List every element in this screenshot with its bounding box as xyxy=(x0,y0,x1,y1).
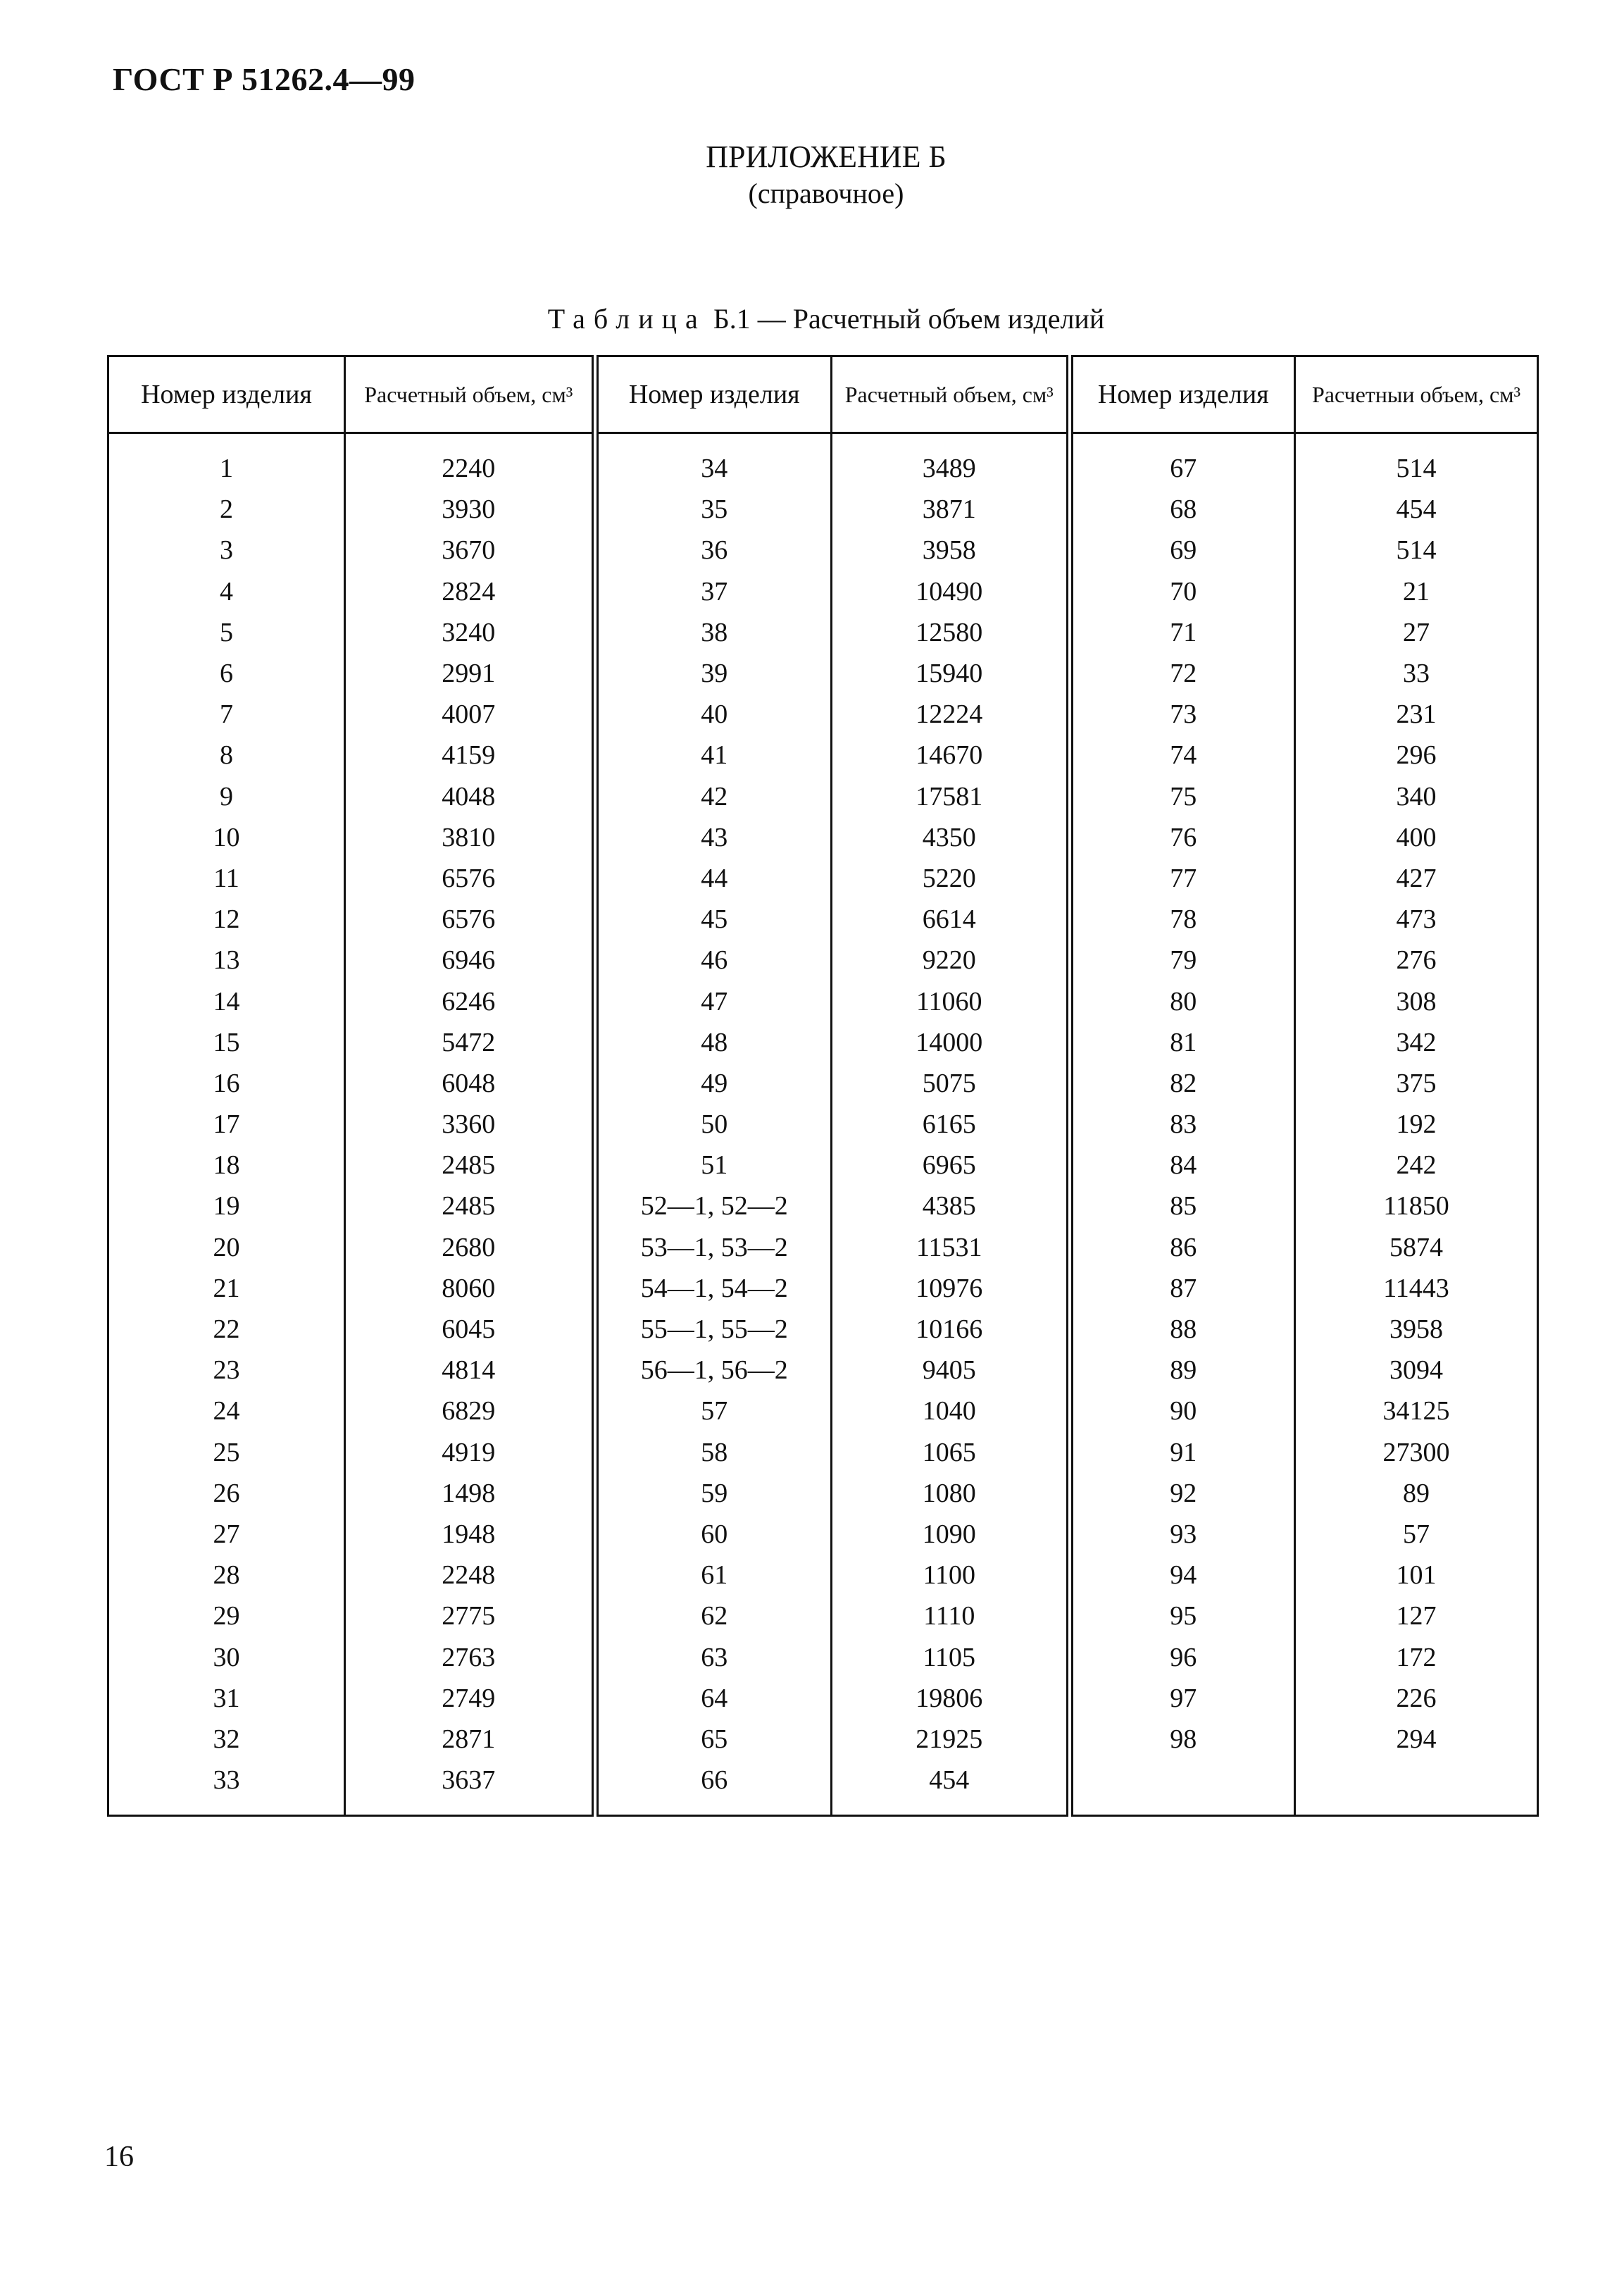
cell-item-number-3: 75 xyxy=(1070,776,1295,817)
table-caption xyxy=(0,301,1624,337)
cell-item-number-3: 93 xyxy=(1070,1514,1295,1555)
cell-volume-3: 3958 xyxy=(1389,1314,1443,1345)
cell-volume-2: 1065 xyxy=(832,1432,1070,1473)
cell-volume-3: 11443 xyxy=(1383,1273,1449,1303)
cell-volume-3: 294 xyxy=(1396,1724,1437,1754)
cell-volume-2: 3958 xyxy=(832,530,1070,571)
cell-volume-1: 2680 xyxy=(345,1227,595,1268)
cell-volume-3: 400 xyxy=(1396,822,1437,852)
header-volume-2: Расчетный объем, см³ xyxy=(832,356,1070,433)
cell-volume-3: 375 xyxy=(1396,1068,1437,1098)
header-item-number-3: Номер изделия xyxy=(1070,356,1295,433)
cell-item-number-1: 9 xyxy=(108,776,345,817)
table-row xyxy=(108,940,1538,981)
cell-item-number-2: 52—1, 52—2 xyxy=(595,1186,832,1226)
header-volume-1: Расчетный объем, см³ xyxy=(345,356,595,433)
appendix-subtitle: (справочное) xyxy=(748,178,904,209)
cell-item-number-2: 44 xyxy=(595,858,832,899)
table-row xyxy=(108,1104,1538,1145)
table-row xyxy=(108,1268,1538,1309)
cell-volume-2: 12580 xyxy=(832,612,1070,653)
cell-item-number-2: 45 xyxy=(595,899,832,940)
cell-item-number-3: 72 xyxy=(1070,653,1295,694)
cell-item-number-3: 89 xyxy=(1070,1350,1295,1391)
cell-item-number-3: 67 xyxy=(1070,433,1295,490)
cell-item-number-3: 77 xyxy=(1070,858,1295,899)
cell-volume-3: 34125 xyxy=(1382,1396,1450,1426)
cell-item-number-2: 41 xyxy=(595,735,832,776)
cell-volume-2: 1105 xyxy=(832,1636,1070,1677)
cell-item-number-1: 26 xyxy=(108,1473,345,1514)
cell-volume-2: 10976 xyxy=(832,1268,1070,1309)
cell-item-number-2: 47 xyxy=(595,981,832,1021)
cell-volume-3: 101 xyxy=(1396,1560,1437,1591)
cell-volume-3: 342 xyxy=(1396,1027,1437,1057)
cell-volume-3: 33 xyxy=(1403,659,1430,689)
cell-volume-2: 6614 xyxy=(832,899,1070,940)
cell-item-number-2: 42 xyxy=(595,776,832,817)
cell-volume-1: 8060 xyxy=(345,1268,595,1309)
table-row xyxy=(108,694,1538,735)
cell-volume-3: 3094 xyxy=(1389,1355,1443,1386)
cell-item-number-2: 50 xyxy=(595,1104,832,1145)
cell-item-number-1: 8 xyxy=(108,735,345,776)
cell-volume-2: 9220 xyxy=(832,940,1070,981)
cell-volume-3: 276 xyxy=(1396,945,1437,976)
table-row xyxy=(108,1145,1538,1186)
table-row xyxy=(108,433,1538,490)
cell-volume-1: 3670 xyxy=(345,530,595,571)
cell-volume-2: 10490 xyxy=(832,571,1070,612)
cell-item-number-3: 73 xyxy=(1070,694,1295,735)
cell-item-number-1: 24 xyxy=(108,1391,345,1431)
cell-volume-2: 1100 xyxy=(832,1555,1070,1596)
cell-volume-1: 3240 xyxy=(345,612,595,653)
cell-volume-3: 27 xyxy=(1403,617,1430,647)
table-row xyxy=(108,571,1538,612)
appendix-heading xyxy=(0,138,1624,211)
cell-volume-2: 5075 xyxy=(832,1063,1070,1104)
cell-volume-1: 4814 xyxy=(345,1350,595,1391)
cell-volume-3: 172 xyxy=(1396,1642,1437,1672)
cell-item-number-1: 5 xyxy=(108,612,345,653)
cell-item-number-3: 69 xyxy=(1070,530,1295,571)
cell-volume-3: 514 xyxy=(1396,454,1437,484)
table-row xyxy=(108,1186,1538,1226)
cell-volume-1: 2824 xyxy=(345,571,595,612)
cell-volume-2: 6965 xyxy=(832,1145,1070,1186)
cell-item-number-2: 36 xyxy=(595,530,832,571)
cell-item-number-2: 53—1, 53—2 xyxy=(595,1227,832,1268)
cell-item-number-1: 25 xyxy=(108,1432,345,1473)
cell-volume-3: 231 xyxy=(1396,699,1437,730)
cell-volume-2: 5220 xyxy=(832,858,1070,899)
cell-item-number-1: 13 xyxy=(108,940,345,981)
cell-volume-1: 6946 xyxy=(345,940,595,981)
table-row xyxy=(108,1391,1538,1431)
cell-volume-1: 2248 xyxy=(345,1555,595,1596)
cell-volume-3: 340 xyxy=(1396,781,1437,811)
cell-item-number-1: 22 xyxy=(108,1309,345,1350)
cell-volume-1: 2991 xyxy=(345,653,595,694)
table-caption-label: Таблица xyxy=(547,303,706,335)
cell-item-number-2: 57 xyxy=(595,1391,832,1431)
cell-item-number-1: 27 xyxy=(108,1514,345,1555)
cell-volume-1: 5472 xyxy=(345,1022,595,1063)
cell-volume-1: 6045 xyxy=(345,1309,595,1350)
cell-item-number-3: 70 xyxy=(1070,571,1295,612)
cell-item-number-1: 31 xyxy=(108,1678,345,1719)
cell-item-number-2: 63 xyxy=(595,1636,832,1677)
cell-item-number-3: 82 xyxy=(1070,1063,1295,1104)
cell-item-number-2: 55—1, 55—2 xyxy=(595,1309,832,1350)
cell-item-number-3: 92 xyxy=(1070,1473,1295,1514)
cell-item-number-2: 61 xyxy=(595,1555,832,1596)
cell-item-number-2: 34 xyxy=(595,433,832,490)
cell-item-number-3 xyxy=(1070,1760,1295,1816)
cell-item-number-3: 98 xyxy=(1070,1719,1295,1760)
table-row xyxy=(108,653,1538,694)
table-caption-text: Б.1 — Расчетный объем изделий xyxy=(713,303,1105,335)
document-code: ГОСТ Р 51262.4—99 xyxy=(113,61,416,97)
table-row xyxy=(108,612,1538,653)
cell-item-number-3: 78 xyxy=(1070,899,1295,940)
cell-item-number-3: 86 xyxy=(1070,1227,1295,1268)
cell-item-number-2: 39 xyxy=(595,653,832,694)
cell-volume-1: 1948 xyxy=(345,1514,595,1555)
cell-volume-2: 454 xyxy=(832,1760,1070,1816)
cell-volume-1: 3930 xyxy=(345,489,595,530)
table-row xyxy=(108,530,1538,571)
cell-volume-2: 4385 xyxy=(832,1186,1070,1226)
cell-item-number-3: 80 xyxy=(1070,981,1295,1021)
cell-volume-1: 2763 xyxy=(345,1636,595,1677)
cell-volume-3: 454 xyxy=(1396,495,1437,525)
cell-volume-2: 11060 xyxy=(832,981,1070,1021)
cell-item-number-2: 58 xyxy=(595,1432,832,1473)
cell-volume-1: 6576 xyxy=(345,858,595,899)
cell-volume-3: 308 xyxy=(1396,986,1437,1016)
cell-item-number-1: 20 xyxy=(108,1227,345,1268)
cell-volume-3: 427 xyxy=(1396,863,1437,893)
cell-item-number-1: 4 xyxy=(108,571,345,612)
cell-volume-1: 2749 xyxy=(345,1678,595,1719)
cell-item-number-1: 15 xyxy=(108,1022,345,1063)
cell-volume-1: 2775 xyxy=(345,1596,595,1636)
table-row xyxy=(108,1719,1538,1760)
cell-volume-2: 6165 xyxy=(832,1104,1070,1145)
cell-volume-2: 3489 xyxy=(832,433,1070,490)
cell-volume-1: 4007 xyxy=(345,694,595,735)
cell-volume-1: 3360 xyxy=(345,1104,595,1145)
table-row xyxy=(108,858,1538,899)
table-row xyxy=(108,1432,1538,1473)
cell-volume-2: 15940 xyxy=(832,653,1070,694)
table-row xyxy=(108,735,1538,776)
cell-volume-3: 57 xyxy=(1403,1519,1430,1549)
cell-volume-3: 27300 xyxy=(1382,1437,1450,1467)
cell-item-number-1: 14 xyxy=(108,981,345,1021)
cell-volume-2: 14000 xyxy=(832,1022,1070,1063)
cell-volume-2: 4350 xyxy=(832,817,1070,858)
cell-volume-2: 19806 xyxy=(832,1678,1070,1719)
cell-item-number-2: 56—1, 56—2 xyxy=(595,1350,832,1391)
table-row xyxy=(108,1063,1538,1104)
cell-volume-1: 4159 xyxy=(345,735,595,776)
cell-volume-3 xyxy=(1295,1760,1538,1816)
cell-volume-2: 10166 xyxy=(832,1309,1070,1350)
cell-item-number-2: 65 xyxy=(595,1719,832,1760)
cell-item-number-3: 79 xyxy=(1070,940,1295,981)
cell-item-number-1: 10 xyxy=(108,817,345,858)
cell-volume-1: 6246 xyxy=(345,981,595,1021)
table-row xyxy=(108,981,1538,1021)
cell-item-number-2: 66 xyxy=(595,1760,832,1816)
cell-volume-1: 2485 xyxy=(345,1186,595,1226)
cell-item-number-1: 29 xyxy=(108,1596,345,1636)
cell-volume-1: 4048 xyxy=(345,776,595,817)
cell-item-number-3: 87 xyxy=(1070,1268,1295,1309)
cell-volume-1: 2240 xyxy=(345,433,595,490)
cell-volume-1: 6576 xyxy=(345,899,595,940)
cell-volume-3: 192 xyxy=(1396,1109,1437,1140)
table-row xyxy=(108,1309,1538,1350)
cell-item-number-2: 62 xyxy=(595,1596,832,1636)
cell-volume-3: 21 xyxy=(1403,576,1430,607)
cell-item-number-3: 88 xyxy=(1070,1309,1295,1350)
cell-volume-1: 6048 xyxy=(345,1063,595,1104)
table-row xyxy=(108,1350,1538,1391)
cell-volume-2: 14670 xyxy=(832,735,1070,776)
cell-item-number-3: 74 xyxy=(1070,735,1295,776)
cell-item-number-1: 1 xyxy=(108,433,345,490)
cell-volume-3: 11850 xyxy=(1383,1191,1449,1221)
cell-item-number-1: 17 xyxy=(108,1104,345,1145)
cell-volume-1: 2871 xyxy=(345,1719,595,1760)
cell-item-number-1: 3 xyxy=(108,530,345,571)
cell-item-number-2: 38 xyxy=(595,612,832,653)
cell-item-number-3: 97 xyxy=(1070,1678,1295,1719)
cell-item-number-3: 96 xyxy=(1070,1636,1295,1677)
table-row xyxy=(108,1596,1538,1636)
cell-item-number-3: 85 xyxy=(1070,1186,1295,1226)
cell-item-number-3: 71 xyxy=(1070,612,1295,653)
table-row xyxy=(108,489,1538,530)
cell-item-number-3: 83 xyxy=(1070,1104,1295,1145)
table-header-row xyxy=(108,356,1538,433)
table-row xyxy=(108,1636,1538,1677)
cell-volume-3: 514 xyxy=(1396,535,1437,566)
cell-volume-2: 3871 xyxy=(832,489,1070,530)
table-body xyxy=(108,433,1538,1816)
cell-item-number-3: 94 xyxy=(1070,1555,1295,1596)
cell-volume-2: 1110 xyxy=(832,1596,1070,1636)
cell-volume-2: 21925 xyxy=(832,1719,1070,1760)
cell-volume-1: 2485 xyxy=(345,1145,595,1186)
cell-item-number-3: 91 xyxy=(1070,1432,1295,1473)
cell-item-number-1: 32 xyxy=(108,1719,345,1760)
cell-item-number-3: 76 xyxy=(1070,817,1295,858)
cell-item-number-1: 30 xyxy=(108,1636,345,1677)
cell-volume-3: 226 xyxy=(1396,1683,1437,1713)
cell-volume-2: 11531 xyxy=(832,1227,1070,1268)
cell-item-number-1: 23 xyxy=(108,1350,345,1391)
cell-volume-2: 1040 xyxy=(832,1391,1070,1431)
cell-volume-2: 9405 xyxy=(832,1350,1070,1391)
cell-item-number-2: 60 xyxy=(595,1514,832,1555)
cell-item-number-3: 68 xyxy=(1070,489,1295,530)
table-row xyxy=(108,1555,1538,1596)
cell-volume-1: 6829 xyxy=(345,1391,595,1431)
table-row xyxy=(108,817,1538,858)
cell-volume-3: 242 xyxy=(1396,1150,1437,1181)
cell-item-number-1: 28 xyxy=(108,1555,345,1596)
cell-item-number-1: 19 xyxy=(108,1186,345,1226)
cell-item-number-2: 51 xyxy=(595,1145,832,1186)
header-item-number-2: Номер изделия xyxy=(595,356,832,433)
cell-item-number-2: 43 xyxy=(595,817,832,858)
cell-item-number-1: 2 xyxy=(108,489,345,530)
cell-item-number-2: 37 xyxy=(595,571,832,612)
table-row xyxy=(108,776,1538,817)
cell-item-number-3: 84 xyxy=(1070,1145,1295,1186)
cell-item-number-2: 59 xyxy=(595,1473,832,1514)
cell-item-number-2: 40 xyxy=(595,694,832,735)
appendix-title: ПРИЛОЖЕНИЕ Б xyxy=(706,139,947,174)
cell-volume-3: 127 xyxy=(1396,1601,1437,1631)
cell-item-number-2: 54—1, 54—2 xyxy=(595,1268,832,1309)
cell-item-number-1: 6 xyxy=(108,653,345,694)
cell-volume-2: 1090 xyxy=(832,1514,1070,1555)
cell-volume-3: 296 xyxy=(1396,740,1437,771)
header-item-number-1: Номер изделия xyxy=(108,356,345,433)
cell-item-number-2: 48 xyxy=(595,1022,832,1063)
cell-item-number-1: 11 xyxy=(108,858,345,899)
table-row xyxy=(108,1022,1538,1063)
cell-volume-2: 1080 xyxy=(832,1473,1070,1514)
cell-item-number-1: 16 xyxy=(108,1063,345,1104)
table-row xyxy=(108,899,1538,940)
page-number: 16 xyxy=(104,2141,134,2173)
cell-item-number-1: 7 xyxy=(108,694,345,735)
cell-item-number-3: 81 xyxy=(1070,1022,1295,1063)
cell-item-number-2: 49 xyxy=(595,1063,832,1104)
table-row xyxy=(108,1514,1538,1555)
cell-volume-3: 5874 xyxy=(1389,1232,1443,1262)
cell-item-number-1: 33 xyxy=(108,1760,345,1816)
cell-volume-1: 1498 xyxy=(345,1473,595,1514)
cell-volume-1: 3810 xyxy=(345,817,595,858)
cell-volume-3: 89 xyxy=(1403,1478,1430,1508)
cell-volume-2: 17581 xyxy=(832,776,1070,817)
cell-item-number-2: 35 xyxy=(595,489,832,530)
header-volume-3: Расчетныи объем, см³ xyxy=(1295,356,1538,433)
table-row xyxy=(108,1473,1538,1514)
table-row xyxy=(108,1760,1538,1816)
cell-item-number-1: 18 xyxy=(108,1145,345,1186)
cell-item-number-3: 95 xyxy=(1070,1596,1295,1636)
cell-volume-1: 3637 xyxy=(345,1760,595,1816)
cell-volume-2: 12224 xyxy=(832,694,1070,735)
table-row xyxy=(108,1227,1538,1268)
cell-item-number-3: 90 xyxy=(1070,1391,1295,1431)
cell-item-number-2: 46 xyxy=(595,940,832,981)
volume-table xyxy=(107,355,1539,1817)
cell-volume-1: 4919 xyxy=(345,1432,595,1473)
cell-volume-3: 473 xyxy=(1396,904,1437,935)
cell-item-number-2: 64 xyxy=(595,1678,832,1719)
cell-item-number-1: 12 xyxy=(108,899,345,940)
table-row xyxy=(108,1678,1538,1719)
cell-item-number-1: 21 xyxy=(108,1268,345,1309)
